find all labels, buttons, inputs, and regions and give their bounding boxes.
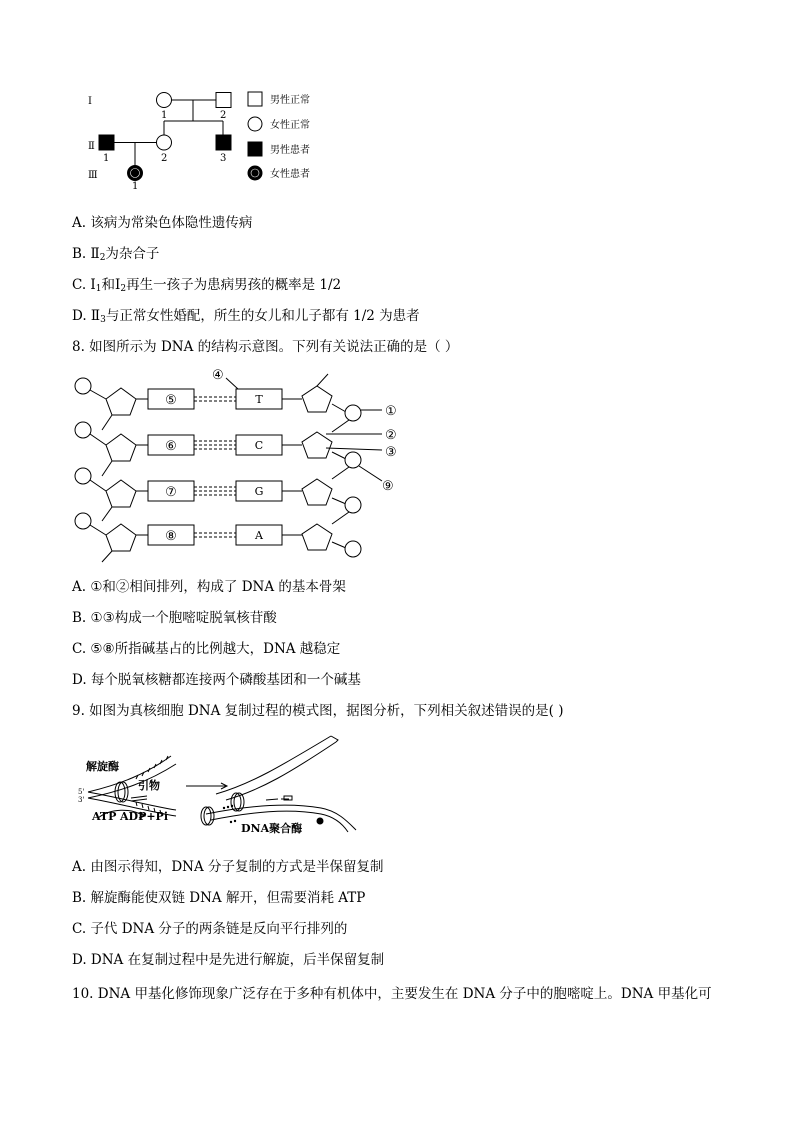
dna-structure-diagram [66,364,416,570]
gen-label-III: Ⅲ [88,170,98,181]
pedigree-I1-female-normal [157,93,172,108]
base-label-T: T [255,393,263,406]
callout-4: ④ [212,368,224,383]
q7-option-c: C. $Ⅰ_1$和$Ⅰ_2$再生一孩子为患病男孩的概率是 1/2 [72,277,342,294]
q10-stem: 10. DNA 甲基化修饰现象广泛存在于多种有机体中，主要发生在 DNA 分子中的胞嘧啶上。DNA 甲基化可 [72,986,712,1002]
q8-option-a: A. ①和②相间排列，构成了 DNA 的基本骨架 [72,579,346,595]
pedigree-I2-male-normal [216,93,231,108]
label-polymerase: DNA聚合酶 [241,822,303,834]
q8-option-b: B. ①③构成一个胞嘧啶脱氧核苷酸 [72,610,277,626]
q7-option-a: A. 该病为常染色体隐性遗传病 [72,215,253,231]
pedigree-II1-male-affected [99,135,114,150]
pedigree-num-III1: 1 [132,181,139,192]
label-three-prime: 3' [78,796,85,804]
q7-option-b: B. $Ⅱ_2$为杂合子 [72,246,160,263]
q9-option-a: A. 由图示得知，DNA 分子复制的方式是半保留复制 [72,859,384,875]
label-helicase: 解旋酶 [86,760,119,773]
pedigree-II2-female-normal [157,135,172,150]
q9-option-b: B. 解旋酶能使双链 DNA 解开，但需要消耗 ATP [72,890,366,906]
pedigree-num-II1: 1 [103,153,110,164]
callout-3: ③ [385,445,397,460]
legend-male-normal: 男性正常 [270,95,310,106]
pedigree-num-I2: 2 [220,110,227,121]
callout-9: ⑨ [382,479,394,494]
pedigree-num-I1: 1 [161,110,168,121]
base-label-6: ⑥ [165,439,177,454]
dna-replication-diagram [76,734,376,834]
legend-female-normal: 女性正常 [270,120,310,131]
gen-label-I: Ⅰ [88,96,92,107]
pedigree-III1-female-affected [128,166,143,181]
pedigree-diagram [80,85,340,195]
q7-option-d: D. $Ⅱ_3$与正常女性婚配，所生的女儿和儿子都有 1/2 为患者 [72,308,420,325]
q9-option-d: D. DNA 在复制过程中是先进行解旋，后半保留复制 [72,952,385,968]
legend-male-affected-icon [248,142,262,156]
gen-label-II: Ⅱ [88,141,95,152]
legend-female-normal-icon [248,117,262,131]
q9-option-c: C. 子代 DNA 分子的两条链是反向平行排列的 [72,921,348,937]
label-atp: ATP [92,810,117,823]
base-label-8: ⑧ [165,529,177,544]
legend-male-affected: 男性患者 [270,145,310,156]
label-five-prime: 5' [78,788,85,796]
base-label-A: A [255,529,263,542]
label-adp: ADP+Pi [120,810,169,823]
legend-female-affected: 女性患者 [270,169,310,180]
q9-stem: 9. 如图为真核细胞 DNA 复制过程的模式图，据图分析，下列相关叙述错误的是( ) [72,703,564,719]
callout-2: ② [385,428,397,443]
base-label-7: ⑦ [165,485,177,500]
pedigree-num-II2: 2 [161,153,168,164]
base-label-5: ⑤ [165,393,177,408]
pedigree-II3-male-affected [216,135,231,150]
legend-female-affected-icon [248,166,262,180]
q8-option-c: C. ⑤⑧所指碱基占的比例越大，DNA 越稳定 [72,641,341,657]
pedigree-num-II3: 3 [220,153,227,164]
base-label-C: C [254,439,264,452]
base-label-G: G [254,485,264,498]
q8-stem: 8. 如图所示为 DNA 的结构示意图。下列有关说法正确的是（ ） [72,339,459,355]
q8-option-d: D. 每个脱氧核糖都连接两个磷酸基团和一个碱基 [72,672,361,688]
label-primer: 引物 [138,779,160,792]
callout-1: ① [385,404,397,419]
legend-male-normal-icon [248,92,262,106]
